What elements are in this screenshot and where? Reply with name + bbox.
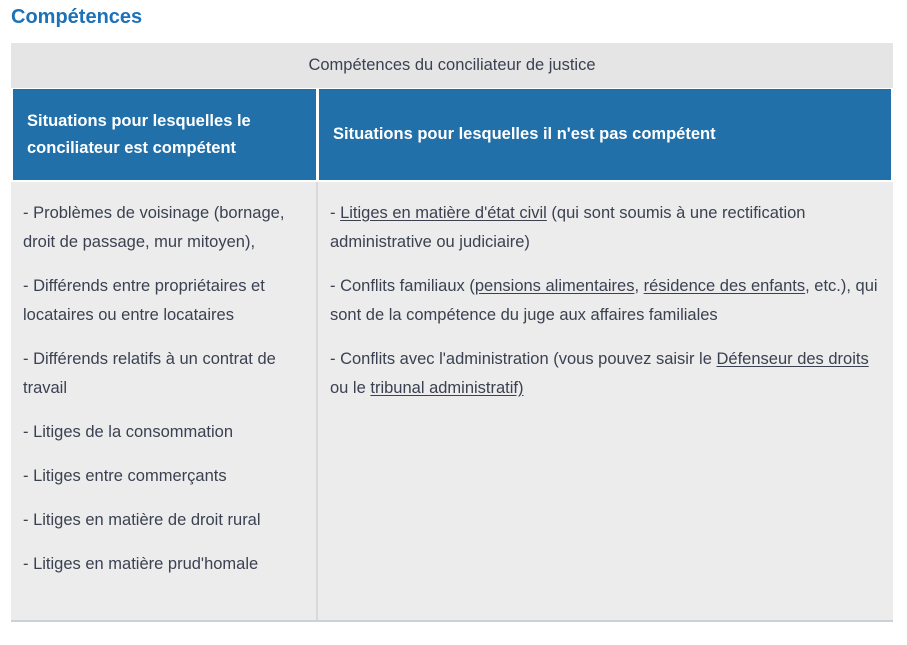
list-item: - Litiges entre commerçants xyxy=(23,467,227,485)
list-item: - Litiges en matière d'état civil (qui sont soumis à une rectification administrative ou judiciaire) xyxy=(330,204,806,251)
link[interactable]: pensions alimentaires xyxy=(474,277,635,295)
link[interactable]: Défenseur des droits xyxy=(716,350,869,368)
list-item: - Litiges en matière de droit rural xyxy=(23,511,261,529)
list-item: - Conflits familiaux (pensions alimentaires, résidence des enfants, etc.), qui sont de la compétence du juge aux affaires familiales xyxy=(330,277,878,324)
table-header-row xyxy=(13,89,891,180)
cell-competent xyxy=(11,182,316,620)
list-item: - Différends entre propriétaires et locataires ou entre locataires xyxy=(23,277,265,324)
table-body-row xyxy=(11,182,893,620)
column-header-competent: Situations pour lesquelles le conciliateur est compétent xyxy=(13,89,316,180)
list-item: - Litiges en matière prud'homale xyxy=(23,555,259,573)
cell-not-competent xyxy=(318,182,893,620)
competences-table xyxy=(11,43,893,622)
list-item: - Problèmes de voisinage (bornage, droit de passage, mur mitoyen), xyxy=(23,204,285,251)
column-header-not-competent: Situations pour lesquelles il n'est pas compétent xyxy=(319,89,891,180)
page-title: Compétences xyxy=(11,6,143,28)
list-item: - Différends relatifs à un contrat de travail xyxy=(23,350,276,397)
table-caption: Compétences du conciliateur de justice xyxy=(11,43,893,88)
link[interactable]: résidence des enfants xyxy=(643,277,806,295)
link[interactable]: Litiges en matière d'état civil xyxy=(340,204,547,222)
list-item: - Litiges de la consommation xyxy=(23,423,234,441)
list-item: - Conflits avec l'administration (vous pouvez saisir le Défenseur des droits ou le tribunal administratif) xyxy=(330,350,869,397)
link[interactable]: tribunal administratif) xyxy=(370,379,524,397)
